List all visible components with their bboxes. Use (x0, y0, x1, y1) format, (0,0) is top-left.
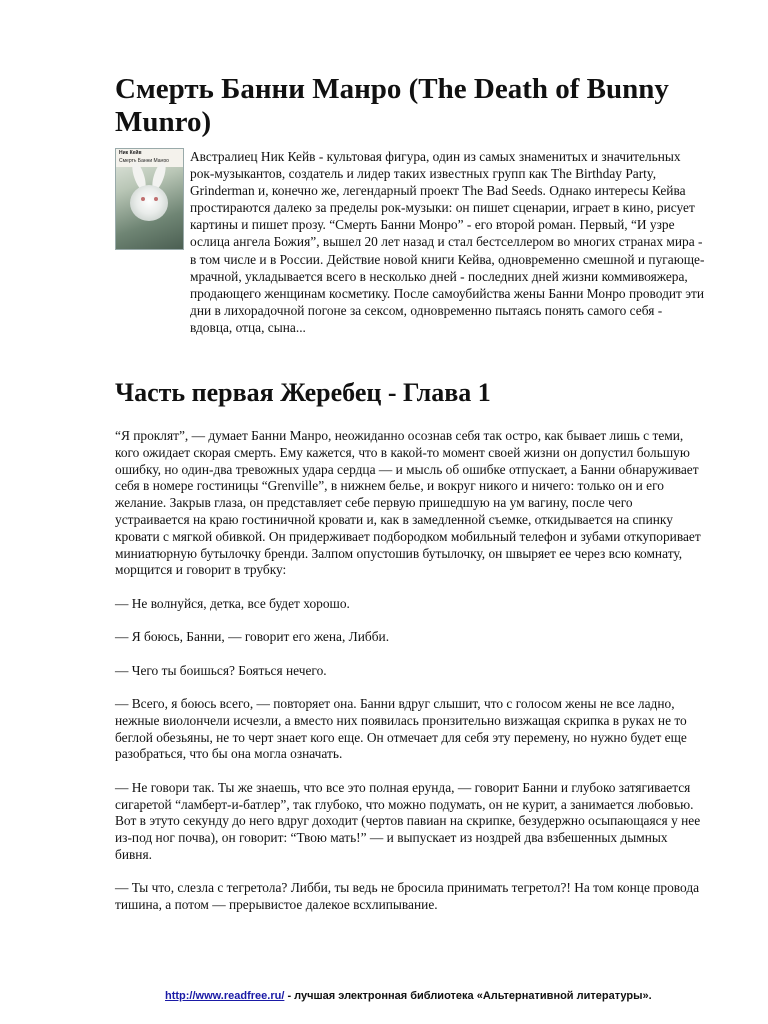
footer-tagline: - лучшая электронная библиотека «Альтернативной литературы». (284, 990, 652, 1002)
cover-author: Ник Кейв (119, 150, 142, 156)
paragraph: — Я боюсь, Банни, — говорит его жена, Либби. (115, 629, 390, 645)
paragraph: — Ты что, слезла с тегретола? Либби, ты ведь не бросила принимать тегретол?! На том конце провода тишина, а потом — прерывистое далекое всхлипывание. (115, 880, 700, 913)
cover-title: Смерть Банни Манро (119, 158, 169, 164)
book-title: Смерть Банни Манро (The Death of Bunny Munro) (115, 73, 669, 138)
paragraph: “Я проклят”, — думает Банни Манро, неожиданно осознав себя так остро, как бывает лишь с теми, кого ожидает скорая смерть. Ему кажется, что в какой-то момент своей жизни он допустил большую ошибку, но один-два тревожных удара сердца — и мысль об ошибке отпускает, а Банни обнаруживает себя в номере гостиницы “Grenville”, в нижнем белье, и вокруг никого и ничего: только он и его желание. Закрыв глаза, он представляет себе первую пришедшую на ум вагину, после чего устраивается на краю гостиничной кровати и, как в замедленной съемке, откидывается на спинку кровати с мягкой обивкой. Он придерживает подбородком мобильный телефон и зубами откупоривает миниатюрную бутылочку бренди. Залпом опустошив бутылочку, он швыряет ее через всю комнату, морщится и говорит в трубку: (115, 428, 701, 578)
book-cover-image (115, 148, 184, 250)
bunny-eye-right (154, 197, 158, 201)
bunny-eye-left (141, 197, 145, 201)
cover-band (116, 149, 183, 167)
book-summary: Австралиец Ник Кейв - культовая фигура, один из самых знаменитых и значительных рок-музыкантов, создатель и лидер таких известных групп как The Birthday Party, Grinderman и, конечно же, легендарный проект The Bad Seeds. Однако интересы Кейва простираются далеко за пределы рок-музыки: он пишет сценарии, играет в кино, рисует картины и пишет прозу. “Смерть Банни Монро” - его второй роман. Первый, “И узре ослица ангела Божия”, вышел 20 лет назад и стал бестселлером во многих странах мира - в том числе и в России. Действие новой книги Кейва, одновременно смешной и пугающе-мрачной, укладывается всего в несколько дней - последних дней жизни коммивояжера, продающего женщинам косметику. После самоубийства жены Банни Монро проводит эти дни в лихорадочной погоне за сексом, одновременно пытаясь понять самого себя - вдовца, отца, сына... (190, 149, 705, 335)
paragraph: — Не волнуйся, детка, все будет хорошо. (115, 595, 350, 611)
chapter-text (115, 428, 707, 930)
paragraph: — Не говори так. Ты же знаешь, что все это полная ерунда, — говорит Банни и глубоко затягивается сигаретой “ламберт-и-батлер”, так глубоко, что можно подумать, он не курит, а занимается любовью. Вот в этуто секунду до него вдруг доходит (чертов павиан на скрипке, безудержно осыпающаяся у нее из-под ног почва), он говорит: “Твою мать!” — и выпускает из ноздрей два взбешенных дымных бивня. (115, 779, 701, 862)
bunny-head (130, 185, 168, 221)
chapter-title: Часть первая Жеребец - Глава 1 (115, 378, 491, 407)
paragraph: — Всего, я боюсь всего, — повторяет она. Банни вдруг слышит, что с голосом жены не все ладно, нежные виолончели исчезли, а вместо них появилась пронзительно визжащая скрипка в руках не то беглой обезьяны, не то черт знает кого еще. Он отмечает для себя эту перемену, но нужно будет еще разобраться, что бы она могла означать. (115, 695, 687, 762)
page-footer (165, 990, 725, 1002)
paragraph: — Чего ты боишься? Бояться нечего. (115, 662, 327, 678)
readfree-link[interactable]: http://www.readfree.ru/ (165, 990, 285, 1002)
